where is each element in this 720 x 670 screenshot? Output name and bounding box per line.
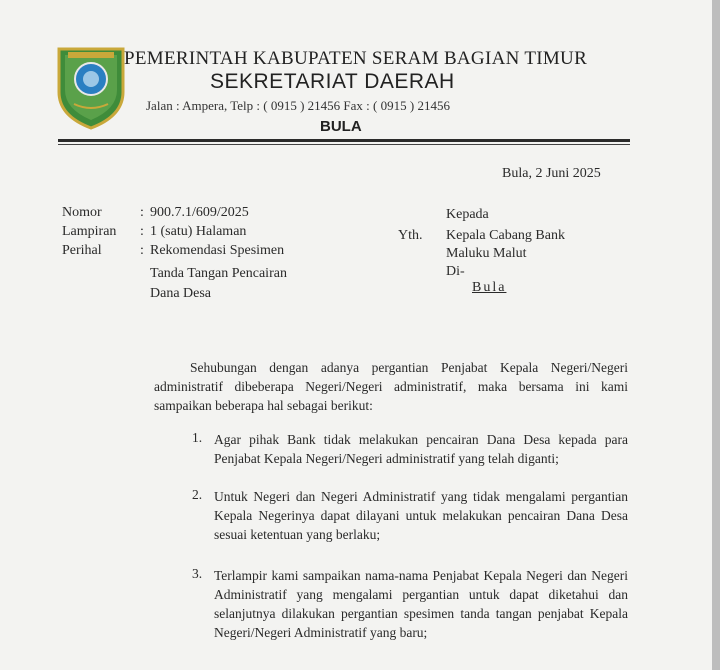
lampiran-label: Lampiran — [62, 224, 117, 239]
item-number-3: 3. — [192, 566, 203, 581]
item-number-2: 2. — [192, 487, 203, 502]
perihal-label: Perihal — [62, 243, 102, 258]
letterhead-address: Jalan : Ampera, Telp : ( 0915 ) 21456 Fax : ( 0915 ) 21456 — [146, 98, 450, 113]
addressee-place: Bula — [472, 280, 507, 295]
letterhead-rule-thick — [58, 139, 630, 142]
addressee-di: Di- — [446, 264, 465, 279]
item-text-1: Agar pihak Bank tidak melakukan pencairan Dana Desa kepada para Penjabat Kepala Negeri/Negeri administratif yang telah diganti; — [214, 432, 628, 466]
nomor-colon: : — [140, 205, 144, 220]
letterhead-government: PEMERINTAH KABUPATEN SERAM BAGIAN TIMUR — [124, 48, 588, 69]
page-edge — [712, 0, 720, 670]
lampiran-value: 1 (satu) Halaman — [150, 224, 247, 239]
perihal-line-3: Dana Desa — [150, 286, 212, 301]
addressee-yth: Yth. — [398, 228, 423, 243]
letterhead-rule-thin — [58, 144, 630, 145]
nomor-label: Nomor — [62, 205, 102, 220]
regency-logo-icon — [56, 46, 126, 130]
item-number-1: 1. — [192, 430, 203, 445]
perihal-line-2: Tanda Tangan Pencairan — [150, 266, 287, 281]
item-text-3: Terlampir kami sampaikan nama-nama Penjabat Kepala Negeri dan Negeri Administratif yang mengalami pergantian untuk dapat diketahui dan selanjutnya dilakukan pergantian spesimen tanda tangan penjabat Kepala Negeri/Negeri Administratif yang baru; — [214, 568, 628, 640]
item-text-2: Untuk Negeri dan Negeri Administratif yang tidak mengalami pergantian Kepala Negerinya dapat dilayani untuk melakukan pencairan Dana Desa sesuai ketentuan yang berlaku; — [214, 489, 628, 542]
addressee-line-1: Kepala Cabang Bank — [446, 228, 565, 243]
nomor-value: 900.7.1/609/2025 — [150, 205, 249, 220]
letterhead-city: BULA — [320, 118, 362, 135]
lampiran-colon: : — [140, 224, 144, 239]
perihal-colon: : — [140, 243, 144, 258]
addressee-kepada: Kepada — [446, 207, 489, 222]
letter-date: Bula, 2 Juni 2025 — [502, 166, 601, 181]
perihal-line-1: Rekomendasi Spesimen — [150, 243, 285, 258]
letterhead-office: SEKRETARIAT DAERAH — [210, 70, 455, 93]
body-intro: Sehubungan dengan adanya pergantian Penjabat Kepala Negeri/Negeri administratif dibeberapa Negeri/Negeri administratif, maka bersama ini kami sampaikan beberapa hal sebagai berikut: — [154, 360, 628, 413]
addressee-line-2: Maluku Malut — [446, 246, 527, 261]
